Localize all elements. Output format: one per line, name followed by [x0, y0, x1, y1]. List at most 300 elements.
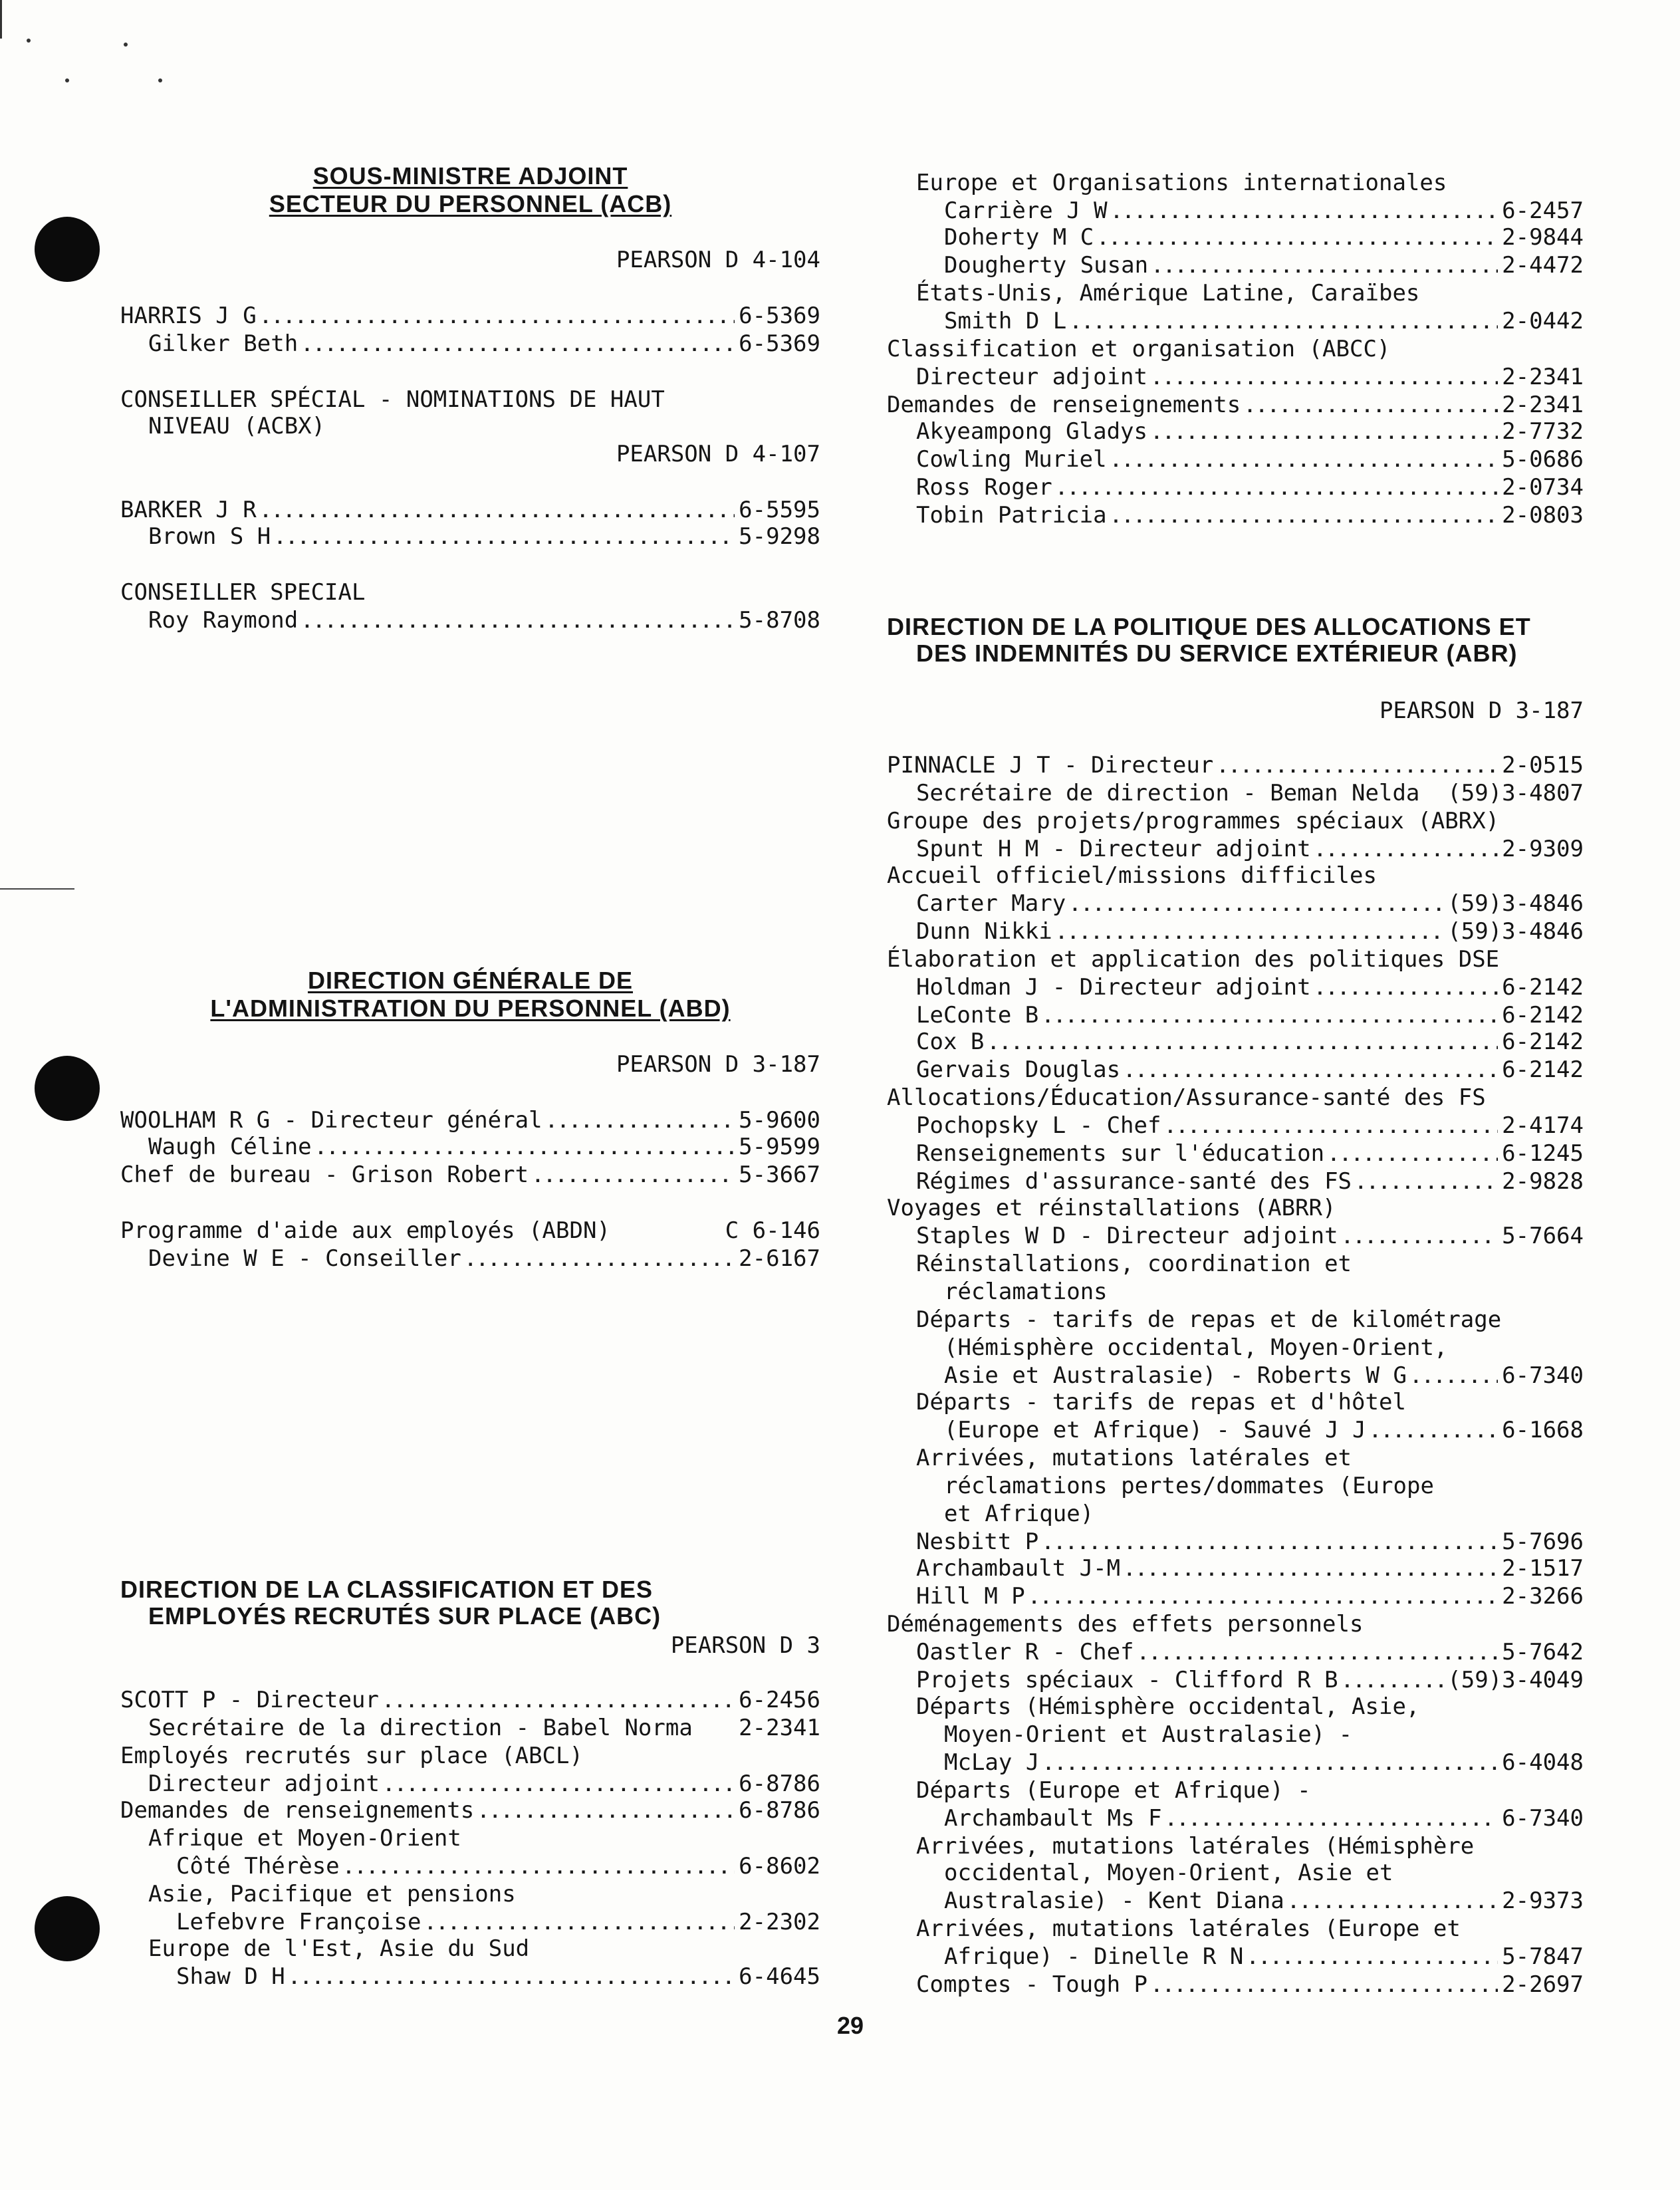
entry-name: Directeur adjoint	[916, 364, 1147, 390]
subheading-text: réclamations pertes/dommates (Europe	[944, 1473, 1434, 1499]
entry-name: Akyeampong Gladys	[916, 418, 1147, 445]
entry-name: (Europe et Afrique) - Sauvé J J	[944, 1417, 1366, 1443]
phone-extension: 6-2142	[1502, 1029, 1584, 1055]
subheading-text: Allocations/Éducation/Assurance-santé des FS	[887, 1084, 1486, 1111]
directory-entry	[887, 1887, 1584, 1915]
dot-leader	[1042, 1003, 1498, 1029]
directory-subheading	[120, 578, 820, 606]
directory-entry	[887, 1222, 1584, 1250]
entry-name: Demandes de renseignements	[120, 1797, 475, 1824]
subheading-text: Élaboration et application des politiques DSE	[887, 946, 1500, 973]
dot-leader	[1315, 975, 1499, 1001]
entry-name: Spunt H M - Directeur adjoint	[916, 836, 1311, 862]
subheading-text: Réinstallations, coordination et	[916, 1251, 1352, 1277]
directory-entry	[887, 1362, 1584, 1390]
phone-extension: 2-6167	[739, 1245, 820, 1272]
directory-subheading	[887, 1444, 1584, 1472]
entry-name: Programme d'aide aux employés (ABDN)	[120, 1217, 610, 1244]
entry-name: Asie et Australasie) - Roberts W G	[944, 1362, 1407, 1389]
directory-subheading	[120, 1880, 820, 1908]
directory-subheading	[887, 1250, 1584, 1278]
entry-name: Nesbitt P	[916, 1528, 1039, 1555]
phone-extension: 2-2302	[739, 1909, 820, 1935]
office-location-text: PEARSON D 4-104	[616, 247, 820, 273]
dot-leader	[1124, 1058, 1498, 1084]
subheading-text: Moyen-Orient et Australasie) -	[944, 1721, 1353, 1748]
dot-leader	[533, 1163, 735, 1189]
phone-extension: 5-8708	[739, 607, 820, 634]
phone-extension: 6-5369	[739, 303, 820, 329]
entry-name: Ross Roger	[916, 474, 1052, 501]
entry-name: Côté Thérèse	[176, 1853, 340, 1880]
subheading-text: Voyages et réinstallations (ABRR)	[887, 1195, 1336, 1221]
dot-leader	[425, 1910, 735, 1936]
directory-entry	[887, 418, 1584, 445]
directory-subheading	[887, 279, 1584, 307]
entry-name: HARRIS J G	[120, 303, 257, 329]
binder-hole	[35, 1056, 100, 1121]
entry-name: Renseignements sur l'éducation	[916, 1140, 1325, 1167]
directory-entry	[120, 1245, 820, 1273]
section-heading-text: SECTEUR DU PERSONNEL (ACB)	[269, 190, 672, 217]
entry-name: Cowling Muriel	[916, 446, 1107, 473]
directory-subheading	[887, 1084, 1584, 1112]
directory-entry	[887, 1749, 1584, 1776]
directory-entry	[120, 1133, 820, 1161]
dot-leader	[1342, 1668, 1444, 1694]
directory-subheading	[887, 1278, 1584, 1306]
phone-extension: 2-9844	[1502, 224, 1584, 251]
section-heading-text: SOUS-MINISTRE ADJOINT	[312, 162, 628, 189]
phone-extension: 2-9828	[1502, 1168, 1584, 1195]
entry-name: Demandes de renseignements	[887, 392, 1241, 418]
dot-leader	[302, 608, 735, 634]
office-location-text: PEARSON D 3-187	[616, 1051, 820, 1078]
phone-extension: 6-1668	[1502, 1417, 1584, 1443]
entry-name: Carrière J W	[944, 197, 1108, 224]
subheading-text: CONSEILLER SPÉCIAL - NOMINATIONS DE HAUT	[120, 386, 665, 413]
directory-entry	[120, 1796, 820, 1824]
subheading-text: Départs (Europe et Afrique) -	[916, 1777, 1311, 1804]
office-location-text: PEARSON D 3-187	[1379, 697, 1584, 724]
subheading-text: Départs - tarifs de repas et d'hôtel	[916, 1389, 1406, 1415]
entry-name: Roy Raymond	[148, 607, 299, 634]
section-heading	[120, 190, 820, 218]
entry-name: McLay J	[944, 1749, 1040, 1776]
entry-name: Archambault Ms F	[944, 1805, 1162, 1832]
entry-name: PINNACLE J T - Directeur	[887, 752, 1214, 779]
phone-extension: 5-9298	[739, 523, 820, 550]
entry-name: Shaw D H	[176, 1963, 285, 1990]
directory-entry	[887, 1666, 1584, 1694]
scan-speck	[65, 78, 69, 82]
office-location-text: PEARSON D 3	[670, 1632, 820, 1659]
section-heading-text: DES INDEMNITÉS DU SERVICE EXTÉRIEUR (ABR)	[916, 640, 1518, 667]
directory-entry	[887, 1140, 1584, 1167]
dot-leader	[1411, 1364, 1498, 1390]
directory-subheading	[887, 1334, 1584, 1362]
phone-extension: 5-3667	[739, 1161, 820, 1188]
section-heading	[120, 1576, 820, 1604]
directory-entry	[887, 1028, 1584, 1056]
directory-entry	[887, 1528, 1584, 1556]
entry-name: Doherty M C	[944, 224, 1094, 251]
phone-extension: 2-4174	[1502, 1112, 1584, 1139]
dot-leader	[1166, 1806, 1499, 1832]
directory-entry	[887, 363, 1584, 391]
directory-subheading	[887, 1915, 1584, 1943]
phone-extension: 6-4048	[1502, 1749, 1584, 1776]
subheading-text: Asie, Pacifique et pensions	[148, 1881, 516, 1907]
office-location	[887, 697, 1584, 725]
scan-speck	[27, 39, 31, 43]
dot-leader	[383, 1688, 735, 1714]
phone-extension: 6-2456	[739, 1687, 820, 1713]
dot-leader	[1138, 1640, 1499, 1666]
section-heading	[887, 640, 1584, 668]
dot-leader	[1288, 1889, 1498, 1915]
office-location	[120, 1050, 820, 1078]
dot-leader	[1328, 1142, 1498, 1167]
dot-leader	[1112, 199, 1499, 225]
phone-extension: 6-8786	[739, 1770, 820, 1797]
directory-entry	[887, 1554, 1584, 1582]
section-heading-text: DIRECTION DE LA POLITIQUE DES ALLOCATIONS ET	[887, 613, 1531, 640]
subheading-text: Arrivées, mutations latérales et	[916, 1445, 1352, 1471]
entry-name: Lefebvre Françoise	[176, 1909, 421, 1935]
subheading-text: et Afrique)	[944, 1501, 1094, 1527]
directory-entry	[887, 1001, 1584, 1029]
entry-name: Directeur adjoint	[148, 1770, 380, 1797]
phone-extension: 6-5595	[739, 497, 820, 523]
dot-leader	[1070, 892, 1443, 917]
directory-subheading	[120, 1742, 820, 1770]
directory-entry	[887, 779, 1584, 807]
entry-name: Gilker Beth	[148, 330, 299, 357]
directory-entry	[887, 1167, 1584, 1195]
phone-extension: 2-9373	[1502, 1887, 1584, 1914]
directory-entry	[120, 330, 820, 358]
directory-entry	[120, 1714, 820, 1742]
directory-subheading	[887, 1693, 1584, 1721]
subheading-text: Employés recrutés sur place (ABCL)	[120, 1743, 583, 1769]
subheading-text: Départs - tarifs de repas et de kilométrage	[916, 1306, 1502, 1333]
entry-name: Dougherty Susan	[944, 252, 1149, 279]
section-heading-text: L'ADMINISTRATION DU PERSONNEL (ABD)	[210, 995, 731, 1022]
subheading-text: Afrique et Moyen-Orient	[148, 1825, 461, 1852]
phone-extension: C 6-146	[725, 1217, 820, 1244]
phone-extension: 2-1517	[1502, 1555, 1584, 1582]
dot-leader	[1070, 309, 1498, 335]
phone-extension: 6-7340	[1502, 1805, 1584, 1832]
dot-leader	[1165, 1114, 1498, 1140]
scan-edge-mark	[0, 0, 2, 39]
phone-extension: 6-2142	[1502, 1056, 1584, 1083]
directory-entry	[887, 1943, 1584, 1971]
entry-name: Hill M P	[916, 1583, 1025, 1610]
entry-name: Projets spéciaux - Clifford R B	[916, 1667, 1338, 1693]
entry-name: Smith D L	[944, 308, 1067, 334]
phone-extension: 6-2142	[1502, 1002, 1584, 1029]
scan-speck	[124, 43, 128, 47]
dot-leader	[289, 1965, 735, 1991]
directory-subheading	[887, 1721, 1584, 1749]
scan-edge-rule	[0, 888, 74, 890]
phone-extension: 5-7664	[1502, 1223, 1584, 1249]
directory-entry	[887, 890, 1584, 917]
directory-subheading	[120, 412, 820, 440]
directory-entry	[120, 1770, 820, 1798]
scan-speck	[158, 78, 162, 82]
directory-subheading	[887, 1859, 1584, 1887]
directory-entry	[887, 307, 1584, 335]
phone-extension: 5-7847	[1502, 1943, 1584, 1970]
section-heading	[120, 967, 820, 995]
phone-extension: 6-4645	[739, 1963, 820, 1990]
section-heading	[120, 995, 820, 1023]
dot-leader	[384, 1772, 735, 1798]
section-heading	[120, 1602, 820, 1630]
section-heading-text: EMPLOYÉS RECRUTÉS SUR PLACE (ABC)	[148, 1602, 661, 1630]
phone-extension: 2-2341	[1502, 392, 1584, 418]
directory-entry	[887, 751, 1584, 779]
dot-leader	[1029, 1584, 1498, 1610]
directory-entry	[120, 1161, 820, 1189]
directory-subheading	[887, 1388, 1584, 1416]
phone-extension: 5-0686	[1502, 446, 1584, 473]
directory-entry	[887, 835, 1584, 863]
directory-entry	[887, 251, 1584, 279]
directory-subheading	[887, 1610, 1584, 1638]
entry-name: Devine W E - Conseiller	[148, 1245, 461, 1272]
directory-subheading	[887, 1776, 1584, 1804]
section-heading	[887, 613, 1584, 641]
dot-leader	[465, 1247, 735, 1273]
subheading-text: CONSEILLER SPECIAL	[120, 579, 366, 606]
phone-extension: 2-4472	[1502, 252, 1584, 279]
entry-name: Carter Mary	[916, 890, 1066, 917]
subheading-text: Déménagements des effets personnels	[887, 1611, 1364, 1638]
phone-extension: (59)3-4846	[1447, 918, 1584, 945]
phone-extension: (59)3-4049	[1447, 1667, 1584, 1693]
phone-extension: 5-7642	[1502, 1639, 1584, 1665]
dot-leader	[261, 304, 735, 330]
phone-extension: 2-7732	[1502, 418, 1584, 445]
entry-name: SCOTT P - Directeur	[120, 1687, 379, 1713]
directory-subheading	[887, 1832, 1584, 1860]
directory-entry	[887, 1416, 1584, 1444]
section-heading-text: DIRECTION DE LA CLASSIFICATION ET DES	[120, 1576, 654, 1603]
entry-name: Oastler R - Chef	[916, 1639, 1134, 1665]
directory-entry	[887, 391, 1584, 419]
phone-extension: 6-1245	[1502, 1140, 1584, 1167]
dot-leader	[1151, 1973, 1498, 1999]
directory-entry	[120, 1908, 820, 1936]
directory-entry	[887, 473, 1584, 501]
entry-name: Staples W D - Directeur adjoint	[916, 1223, 1338, 1249]
phone-extension: 2-2341	[739, 1715, 820, 1741]
dot-leader	[546, 1108, 735, 1134]
dot-leader	[344, 1854, 735, 1880]
directory-entry	[887, 1056, 1584, 1084]
phone-extension: 5-7696	[1502, 1528, 1584, 1555]
dot-leader	[1111, 503, 1499, 529]
office-location-text: PEARSON D 4-107	[616, 441, 820, 467]
directory-subheading	[887, 945, 1584, 973]
entry-name: Holdman J - Directeur adjoint	[916, 974, 1311, 1001]
dot-leader	[1056, 475, 1498, 501]
subheading-text: Europe de l'Est, Asie du Sud	[148, 1935, 530, 1962]
entry-name: BARKER J R	[120, 497, 257, 523]
section-heading	[120, 162, 820, 190]
dot-leader	[302, 332, 735, 358]
dot-leader	[1370, 1418, 1499, 1444]
directory-subheading	[120, 1935, 820, 1963]
entry-name: Comptes - Tough P	[916, 1971, 1147, 1998]
directory-entry	[120, 606, 820, 634]
dot-leader	[1151, 365, 1498, 391]
phone-extension: 6-5369	[739, 330, 820, 357]
directory-subheading	[887, 1306, 1584, 1334]
dot-leader	[988, 1030, 1498, 1056]
entry-name: Australasie) - Kent Diana	[944, 1887, 1284, 1914]
dot-leader	[261, 498, 735, 524]
entry-name: Archambault J-M	[916, 1555, 1121, 1582]
subheading-text: réclamations	[944, 1278, 1108, 1305]
entry-name: WOOLHAM R G - Directeur général	[120, 1107, 542, 1134]
dot-leader	[1217, 753, 1498, 779]
phone-extension: 2-3266	[1502, 1583, 1584, 1610]
directory-entry	[120, 1106, 820, 1134]
phone-extension: (59)3-4807	[1447, 780, 1584, 806]
phone-extension: 2-0803	[1502, 502, 1584, 529]
entry-name: Chef de bureau - Grison Robert	[120, 1161, 529, 1188]
directory-entry	[887, 1112, 1584, 1140]
phone-extension: 6-2142	[1502, 974, 1584, 1001]
directory-entry	[120, 1217, 820, 1245]
phone-extension: 6-8602	[739, 1853, 820, 1880]
subheading-text: États-Unis, Amérique Latine, Caraïbes	[916, 280, 1420, 306]
office-location	[120, 440, 820, 468]
directory-entry	[887, 973, 1584, 1001]
subheading-text: occidental, Moyen-Orient, Asie et	[944, 1860, 1393, 1886]
directory-entry	[120, 1686, 820, 1714]
phone-extension: 6-2457	[1502, 197, 1584, 224]
entry-name: Brown S H	[148, 523, 271, 550]
directory-entry	[120, 1963, 820, 1991]
phone-extension: 2-0734	[1502, 474, 1584, 501]
dot-leader	[1151, 420, 1498, 445]
directory-subheading	[887, 335, 1584, 363]
dot-leader	[1245, 393, 1498, 419]
entry-name: Tobin Patricia	[916, 502, 1107, 529]
subheading-text: Accueil officiel/missions difficiles	[887, 862, 1377, 889]
phone-extension: 5-9599	[739, 1134, 820, 1160]
subheading-text: Europe et Organisations internationales	[916, 170, 1447, 196]
entry-name: Gervais Douglas	[916, 1056, 1121, 1083]
entry-name: Secrétaire de direction - Beman Nelda	[916, 780, 1420, 806]
directory-subheading	[887, 1472, 1584, 1500]
dot-leader	[1043, 1751, 1498, 1776]
directory-entry	[887, 1804, 1584, 1832]
dot-leader	[1042, 1530, 1498, 1556]
section-heading-text: DIRECTION GÉNÉRALE DE	[307, 967, 634, 994]
subheading-text: Classification et organisation (ABCC)	[887, 336, 1391, 362]
directory-entry	[887, 917, 1584, 945]
phone-extension: 6-7340	[1502, 1362, 1584, 1389]
dot-leader	[1342, 1224, 1499, 1250]
directory-subheading	[120, 1824, 820, 1852]
directory-entry	[887, 501, 1584, 529]
directory-entry	[887, 1971, 1584, 1999]
entry-name: Afrique) - Dinelle R N	[944, 1943, 1244, 1970]
entry-name: Pochopsky L - Chef	[916, 1112, 1161, 1139]
directory-subheading	[887, 169, 1584, 197]
entry-name: Cox B	[916, 1029, 985, 1055]
subheading-text: NIVEAU (ACBX)	[148, 413, 326, 439]
dot-leader	[1247, 1945, 1498, 1971]
entry-name: Régimes d'assurance-santé des FS	[916, 1168, 1352, 1195]
subheading-text: (Hémisphère occidental, Moyen-Orient,	[944, 1334, 1448, 1361]
dot-leader	[1098, 225, 1498, 251]
entry-name: Waugh Céline	[148, 1134, 312, 1160]
dot-leader	[316, 1135, 735, 1161]
directory-entry	[887, 197, 1584, 225]
entry-name: Secrétaire de la direction - Babel Norma	[148, 1715, 693, 1741]
dot-leader	[275, 525, 735, 550]
directory-entry	[887, 1582, 1584, 1610]
directory-subheading	[887, 1500, 1584, 1528]
entry-name: Dunn Nikki	[916, 918, 1052, 945]
subheading-text: Arrivées, mutations latérales (Hémisphère	[916, 1833, 1475, 1860]
directory-entry	[887, 445, 1584, 473]
subheading-text: Départs (Hémisphère occidental, Asie,	[916, 1693, 1420, 1720]
phone-extension: 2-0515	[1502, 752, 1584, 779]
phone-extension: 2-2697	[1502, 1971, 1584, 1998]
directory-entry	[120, 302, 820, 330]
entry-name: LeConte B	[916, 1002, 1039, 1029]
phone-extension: 2-0442	[1502, 308, 1584, 334]
phone-extension: 2-9309	[1502, 836, 1584, 862]
directory-subheading	[887, 862, 1584, 890]
phone-extension: 6-8786	[739, 1797, 820, 1824]
dot-leader	[1124, 1556, 1498, 1582]
subheading-text: Arrivées, mutations latérales (Europe et	[916, 1915, 1461, 1942]
directory-subheading	[887, 807, 1584, 835]
dot-leader	[478, 1798, 735, 1824]
directory-entry	[120, 496, 820, 524]
office-location	[120, 246, 820, 274]
directory-subheading	[887, 1194, 1584, 1222]
directory-entry	[120, 1852, 820, 1880]
phone-extension: 5-9600	[739, 1107, 820, 1134]
dot-leader	[1315, 837, 1499, 863]
page-number: 29	[836, 2012, 864, 2039]
phone-extension: 2-2341	[1502, 364, 1584, 390]
dot-leader	[1056, 919, 1444, 945]
directory-entry	[120, 523, 820, 550]
dot-leader	[1111, 447, 1499, 473]
directory-entry	[887, 1638, 1584, 1666]
directory-subheading	[120, 386, 820, 414]
phone-extension: (59)3-4846	[1447, 890, 1584, 917]
office-location	[120, 1632, 820, 1659]
binder-hole	[35, 1896, 100, 1961]
binder-hole	[35, 217, 100, 282]
dot-leader	[1152, 253, 1498, 279]
dot-leader	[1356, 1169, 1498, 1195]
subheading-text: Groupe des projets/programmes spéciaux (ABRX)	[887, 808, 1500, 834]
